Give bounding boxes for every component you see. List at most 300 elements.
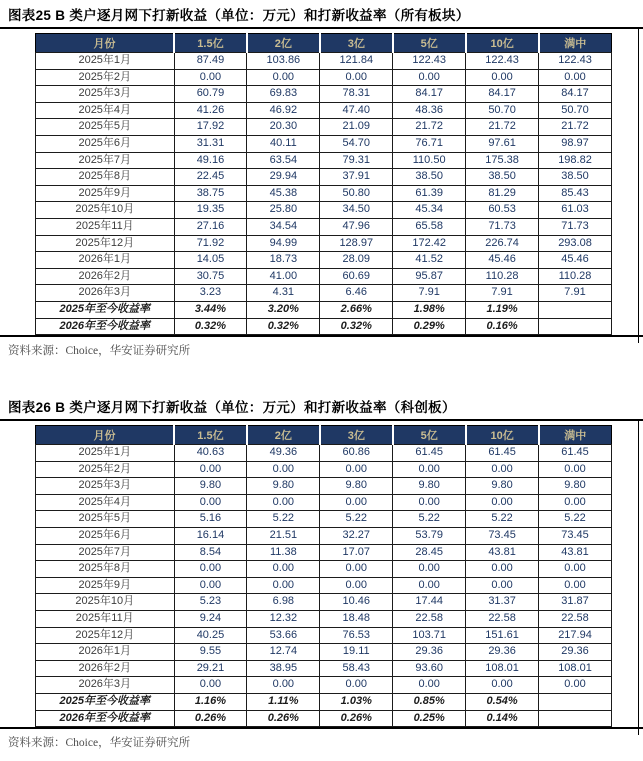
table-row: [36, 102, 612, 119]
value-cell: 10.46: [320, 594, 393, 611]
value-cell: [539, 694, 612, 711]
value-cell: 47.40: [320, 102, 393, 119]
value-cell: 76.53: [320, 627, 393, 644]
table-row: [36, 169, 612, 186]
value-cell: 5.22: [539, 511, 612, 528]
value-cell: 12.32: [247, 611, 320, 628]
value-cell: 0.00: [539, 577, 612, 594]
figure-25-top-rule: [0, 27, 643, 29]
value-cell: 29.94: [247, 169, 320, 186]
month-cell: 2025年11月: [36, 218, 175, 235]
month-cell: 2026年至今收益率: [36, 710, 175, 727]
value-cell: 108.01: [466, 660, 539, 677]
value-cell: 45.46: [539, 252, 612, 269]
value-cell: 7.91: [393, 285, 466, 302]
value-cell: 175.38: [466, 152, 539, 169]
value-cell: 18.48: [320, 611, 393, 628]
table-header: [36, 426, 612, 445]
value-cell: 0.00: [393, 561, 466, 578]
month-cell: 2026年2月: [36, 660, 175, 677]
value-cell: 38.50: [466, 169, 539, 186]
value-cell: 60.69: [320, 268, 393, 285]
value-cell: 61.45: [539, 445, 612, 462]
month-cell: 2026年1月: [36, 252, 175, 269]
value-cell: 49.16: [174, 152, 247, 169]
value-cell: 151.61: [466, 627, 539, 644]
column-header: 1.5亿: [174, 34, 247, 53]
month-cell: 2025年1月: [36, 445, 175, 462]
figure-26-block: [0, 358, 643, 750]
value-cell: 0.00: [174, 69, 247, 86]
month-cell: 2025年5月: [36, 511, 175, 528]
value-cell: 103.86: [247, 53, 320, 70]
value-cell: 0.00: [247, 561, 320, 578]
value-cell: 0.00: [393, 677, 466, 694]
value-cell: 9.80: [393, 478, 466, 495]
value-cell: 0.54%: [466, 694, 539, 711]
value-cell: 97.61: [466, 135, 539, 152]
value-cell: 20.30: [247, 119, 320, 136]
column-header: 10亿: [466, 426, 539, 445]
table-row: [36, 461, 612, 478]
value-cell: 0.32%: [174, 318, 247, 335]
value-cell: 2.66%: [320, 301, 393, 318]
value-cell: 1.16%: [174, 694, 247, 711]
value-cell: 84.17: [393, 86, 466, 103]
value-cell: 103.71: [393, 627, 466, 644]
value-cell: 3.44%: [174, 301, 247, 318]
value-cell: 0.00: [174, 494, 247, 511]
value-cell: 48.36: [393, 102, 466, 119]
value-cell: 53.79: [393, 528, 466, 545]
value-cell: 0.26%: [320, 710, 393, 727]
value-cell: 122.43: [393, 53, 466, 70]
figure-25-title: 图表25 B 类户逐月网下打新收益（单位：万元）和打新收益率（所有板块）: [8, 8, 470, 23]
value-cell: [539, 301, 612, 318]
table-row: [36, 69, 612, 86]
figure-25-right-rule: [638, 27, 640, 343]
figure-25-source: 资料来源：Choice，华安证券研究所: [8, 345, 191, 358]
value-cell: 22.58: [539, 611, 612, 628]
value-cell: 1.11%: [247, 694, 320, 711]
value-cell: 41.00: [247, 268, 320, 285]
value-cell: 84.17: [466, 86, 539, 103]
table-body: [36, 53, 612, 335]
value-cell: 41.26: [174, 102, 247, 119]
value-cell: 65.58: [393, 218, 466, 235]
table-row: [36, 152, 612, 169]
month-cell: 2025年2月: [36, 69, 175, 86]
table-row: [36, 135, 612, 152]
value-cell: 73.45: [466, 528, 539, 545]
figure-26-source: 资料来源：Choice，华安证券研究所: [8, 737, 191, 750]
value-cell: 0.26%: [247, 710, 320, 727]
value-cell: 5.22: [247, 511, 320, 528]
value-cell: 45.34: [393, 202, 466, 219]
value-cell: 9.80: [320, 478, 393, 495]
value-cell: 17.44: [393, 594, 466, 611]
month-cell: 2025年12月: [36, 235, 175, 252]
value-cell: 0.00: [466, 494, 539, 511]
value-cell: 121.84: [320, 53, 393, 70]
value-cell: 40.25: [174, 627, 247, 644]
month-cell: 2025年7月: [36, 152, 175, 169]
rate-row: [36, 301, 612, 318]
figure-26-right-rule: [638, 419, 640, 735]
month-cell: 2025年6月: [36, 528, 175, 545]
month-cell: 2026年至今收益率: [36, 318, 175, 335]
value-cell: 98.97: [539, 135, 612, 152]
month-cell: 2025年10月: [36, 594, 175, 611]
value-cell: 5.23: [174, 594, 247, 611]
value-cell: 0.00: [466, 577, 539, 594]
value-cell: 110.28: [539, 268, 612, 285]
value-cell: 6.98: [247, 594, 320, 611]
table-row: [36, 119, 612, 136]
value-cell: 0.00: [539, 69, 612, 86]
value-cell: 110.28: [466, 268, 539, 285]
column-header: 满中: [539, 34, 612, 53]
table-row: [36, 677, 612, 694]
value-cell: 226.74: [466, 235, 539, 252]
column-header: 3亿: [320, 426, 393, 445]
month-cell: 2026年1月: [36, 644, 175, 661]
column-header: 5亿: [393, 34, 466, 53]
value-cell: 0.00: [247, 677, 320, 694]
value-cell: 0.29%: [393, 318, 466, 335]
returns-table-star-market: [35, 425, 612, 727]
value-cell: 1.19%: [466, 301, 539, 318]
month-cell: 2026年3月: [36, 285, 175, 302]
table-row: [36, 561, 612, 578]
value-cell: [539, 318, 612, 335]
value-cell: 60.86: [320, 445, 393, 462]
value-cell: 60.53: [466, 202, 539, 219]
value-cell: 32.27: [320, 528, 393, 545]
month-cell: 2025年2月: [36, 461, 175, 478]
header-row: [36, 34, 612, 53]
table-row: [36, 268, 612, 285]
month-cell: 2025年1月: [36, 53, 175, 70]
column-header: 2亿: [247, 34, 320, 53]
value-cell: 0.00: [247, 494, 320, 511]
value-cell: 0.00: [247, 577, 320, 594]
month-cell: 2025年3月: [36, 86, 175, 103]
value-cell: 0.00: [320, 677, 393, 694]
column-header: 1.5亿: [174, 426, 247, 445]
value-cell: 58.43: [320, 660, 393, 677]
value-cell: 17.92: [174, 119, 247, 136]
value-cell: 1.03%: [320, 694, 393, 711]
value-cell: 71.73: [466, 218, 539, 235]
value-cell: 5.22: [393, 511, 466, 528]
month-cell: 2025年8月: [36, 561, 175, 578]
value-cell: 50.70: [466, 102, 539, 119]
table-row: [36, 511, 612, 528]
value-cell: 14.05: [174, 252, 247, 269]
value-cell: 0.00: [393, 577, 466, 594]
value-cell: 37.91: [320, 169, 393, 186]
value-cell: 53.66: [247, 627, 320, 644]
value-cell: 122.43: [466, 53, 539, 70]
value-cell: 8.54: [174, 544, 247, 561]
value-cell: 38.50: [393, 169, 466, 186]
value-cell: 84.17: [539, 86, 612, 103]
value-cell: 0.00: [247, 461, 320, 478]
month-cell: 2025年9月: [36, 577, 175, 594]
value-cell: 0.00: [539, 677, 612, 694]
table-row: [36, 660, 612, 677]
value-cell: 71.73: [539, 218, 612, 235]
value-cell: 18.73: [247, 252, 320, 269]
table-row: [36, 528, 612, 545]
value-cell: 95.87: [393, 268, 466, 285]
table-body: [36, 445, 612, 727]
value-cell: 0.00: [539, 461, 612, 478]
column-header: 5亿: [393, 426, 466, 445]
value-cell: 19.35: [174, 202, 247, 219]
value-cell: 0.00: [320, 69, 393, 86]
value-cell: 1.98%: [393, 301, 466, 318]
value-cell: 30.75: [174, 268, 247, 285]
header-row: [36, 426, 612, 445]
value-cell: 69.83: [247, 86, 320, 103]
table-row: [36, 218, 612, 235]
returns-table-all-boards: [35, 33, 612, 335]
value-cell: 0.16%: [466, 318, 539, 335]
value-cell: 3.23: [174, 285, 247, 302]
value-cell: 110.50: [393, 152, 466, 169]
value-cell: 7.91: [466, 285, 539, 302]
column-header: 月份: [36, 34, 175, 53]
column-header: 满中: [539, 426, 612, 445]
value-cell: 54.70: [320, 135, 393, 152]
value-cell: 31.31: [174, 135, 247, 152]
month-cell: 2025年5月: [36, 119, 175, 136]
value-cell: 217.94: [539, 627, 612, 644]
value-cell: 0.00: [393, 494, 466, 511]
figure-25-bottom-rule: [0, 335, 643, 337]
value-cell: 0.00: [466, 677, 539, 694]
month-cell: 2026年2月: [36, 268, 175, 285]
value-cell: 49.36: [247, 445, 320, 462]
value-cell: 0.26%: [174, 710, 247, 727]
value-cell: 21.72: [393, 119, 466, 136]
value-cell: 38.50: [539, 169, 612, 186]
value-cell: 63.54: [247, 152, 320, 169]
value-cell: 0.32%: [247, 318, 320, 335]
value-cell: 9.80: [539, 478, 612, 495]
value-cell: 50.70: [539, 102, 612, 119]
value-cell: 12.74: [247, 644, 320, 661]
value-cell: 5.22: [320, 511, 393, 528]
month-cell: 2025年12月: [36, 627, 175, 644]
figure-26-title: 图表26 B 类户逐月网下打新收益（单位：万元）和打新收益率（科创板）: [8, 400, 456, 416]
value-cell: 198.82: [539, 152, 612, 169]
table-row: [36, 494, 612, 511]
month-cell: 2025年7月: [36, 544, 175, 561]
value-cell: 46.92: [247, 102, 320, 119]
value-cell: 29.21: [174, 660, 247, 677]
value-cell: 29.36: [393, 644, 466, 661]
value-cell: 19.11: [320, 644, 393, 661]
value-cell: 73.45: [539, 528, 612, 545]
value-cell: 293.08: [539, 235, 612, 252]
month-cell: 2025年3月: [36, 478, 175, 495]
value-cell: 43.81: [539, 544, 612, 561]
value-cell: 21.51: [247, 528, 320, 545]
figure-26-bottom-rule: [0, 727, 643, 729]
value-cell: 31.87: [539, 594, 612, 611]
value-cell: 40.63: [174, 445, 247, 462]
table-row: [36, 478, 612, 495]
value-cell: 0.00: [320, 561, 393, 578]
value-cell: 21.72: [466, 119, 539, 136]
table-row: [36, 235, 612, 252]
value-cell: 122.43: [539, 53, 612, 70]
value-cell: 0.00: [539, 561, 612, 578]
value-cell: 11.38: [247, 544, 320, 561]
value-cell: 0.00: [466, 461, 539, 478]
month-cell: 2025年4月: [36, 494, 175, 511]
value-cell: 0.32%: [320, 318, 393, 335]
column-header: 月份: [36, 426, 175, 445]
value-cell: 41.52: [393, 252, 466, 269]
value-cell: 87.49: [174, 53, 247, 70]
value-cell: 9.55: [174, 644, 247, 661]
value-cell: 0.00: [247, 69, 320, 86]
value-cell: 38.75: [174, 185, 247, 202]
table-row: [36, 445, 612, 462]
value-cell: 9.80: [466, 478, 539, 495]
value-cell: 43.81: [466, 544, 539, 561]
value-cell: 76.71: [393, 135, 466, 152]
value-cell: 6.46: [320, 285, 393, 302]
value-cell: 17.07: [320, 544, 393, 561]
value-cell: 0.14%: [466, 710, 539, 727]
value-cell: 108.01: [539, 660, 612, 677]
month-cell: 2026年3月: [36, 677, 175, 694]
value-cell: [539, 710, 612, 727]
figure-25-block: [0, 0, 643, 358]
value-cell: 21.09: [320, 119, 393, 136]
rate-row: [36, 710, 612, 727]
table-row: [36, 285, 612, 302]
value-cell: 5.22: [466, 511, 539, 528]
value-cell: 5.16: [174, 511, 247, 528]
value-cell: 22.45: [174, 169, 247, 186]
value-cell: 0.25%: [393, 710, 466, 727]
table-row: [36, 252, 612, 269]
rate-row: [36, 318, 612, 335]
value-cell: 9.24: [174, 611, 247, 628]
month-cell: 2025年8月: [36, 169, 175, 186]
value-cell: 34.54: [247, 218, 320, 235]
table-header: [36, 34, 612, 53]
value-cell: 0.00: [466, 561, 539, 578]
value-cell: 0.85%: [393, 694, 466, 711]
month-cell: 2025年至今收益率: [36, 301, 175, 318]
value-cell: 25.80: [247, 202, 320, 219]
value-cell: 61.39: [393, 185, 466, 202]
value-cell: 128.97: [320, 235, 393, 252]
value-cell: 0.00: [393, 461, 466, 478]
table-row: [36, 594, 612, 611]
column-header: 10亿: [466, 34, 539, 53]
value-cell: 61.45: [393, 445, 466, 462]
value-cell: 29.36: [466, 644, 539, 661]
value-cell: 22.58: [466, 611, 539, 628]
rate-row: [36, 694, 612, 711]
value-cell: 0.00: [174, 677, 247, 694]
value-cell: 27.16: [174, 218, 247, 235]
value-cell: 61.45: [466, 445, 539, 462]
value-cell: 47.96: [320, 218, 393, 235]
value-cell: 28.45: [393, 544, 466, 561]
value-cell: 81.29: [466, 185, 539, 202]
value-cell: 0.00: [174, 577, 247, 594]
table-row: [36, 611, 612, 628]
value-cell: 85.43: [539, 185, 612, 202]
month-cell: 2025年4月: [36, 102, 175, 119]
value-cell: 22.58: [393, 611, 466, 628]
table-row: [36, 185, 612, 202]
table-row: [36, 644, 612, 661]
value-cell: 40.11: [247, 135, 320, 152]
value-cell: 45.46: [466, 252, 539, 269]
value-cell: 93.60: [393, 660, 466, 677]
value-cell: 7.91: [539, 285, 612, 302]
value-cell: 172.42: [393, 235, 466, 252]
value-cell: 0.00: [393, 69, 466, 86]
value-cell: 21.72: [539, 119, 612, 136]
month-cell: 2025年至今收益率: [36, 694, 175, 711]
value-cell: 71.92: [174, 235, 247, 252]
value-cell: 94.99: [247, 235, 320, 252]
month-cell: 2025年10月: [36, 202, 175, 219]
value-cell: 16.14: [174, 528, 247, 545]
table-row: [36, 86, 612, 103]
value-cell: 9.80: [174, 478, 247, 495]
value-cell: 60.79: [174, 86, 247, 103]
month-cell: 2025年11月: [36, 611, 175, 628]
value-cell: 61.03: [539, 202, 612, 219]
table-row: [36, 53, 612, 70]
value-cell: 45.38: [247, 185, 320, 202]
column-header: 2亿: [247, 426, 320, 445]
column-header: 3亿: [320, 34, 393, 53]
table-row: [36, 544, 612, 561]
value-cell: 9.80: [247, 478, 320, 495]
value-cell: 50.80: [320, 185, 393, 202]
value-cell: 0.00: [320, 494, 393, 511]
month-cell: 2025年6月: [36, 135, 175, 152]
value-cell: 0.00: [320, 577, 393, 594]
value-cell: 29.36: [539, 644, 612, 661]
value-cell: 0.00: [466, 69, 539, 86]
value-cell: 0.00: [174, 461, 247, 478]
value-cell: 31.37: [466, 594, 539, 611]
value-cell: 34.50: [320, 202, 393, 219]
value-cell: 4.31: [247, 285, 320, 302]
table-row: [36, 577, 612, 594]
value-cell: 79.31: [320, 152, 393, 169]
value-cell: 28.09: [320, 252, 393, 269]
value-cell: 0.00: [174, 561, 247, 578]
month-cell: 2025年9月: [36, 185, 175, 202]
figure-26-top-rule: [0, 419, 643, 421]
value-cell: 0.00: [320, 461, 393, 478]
